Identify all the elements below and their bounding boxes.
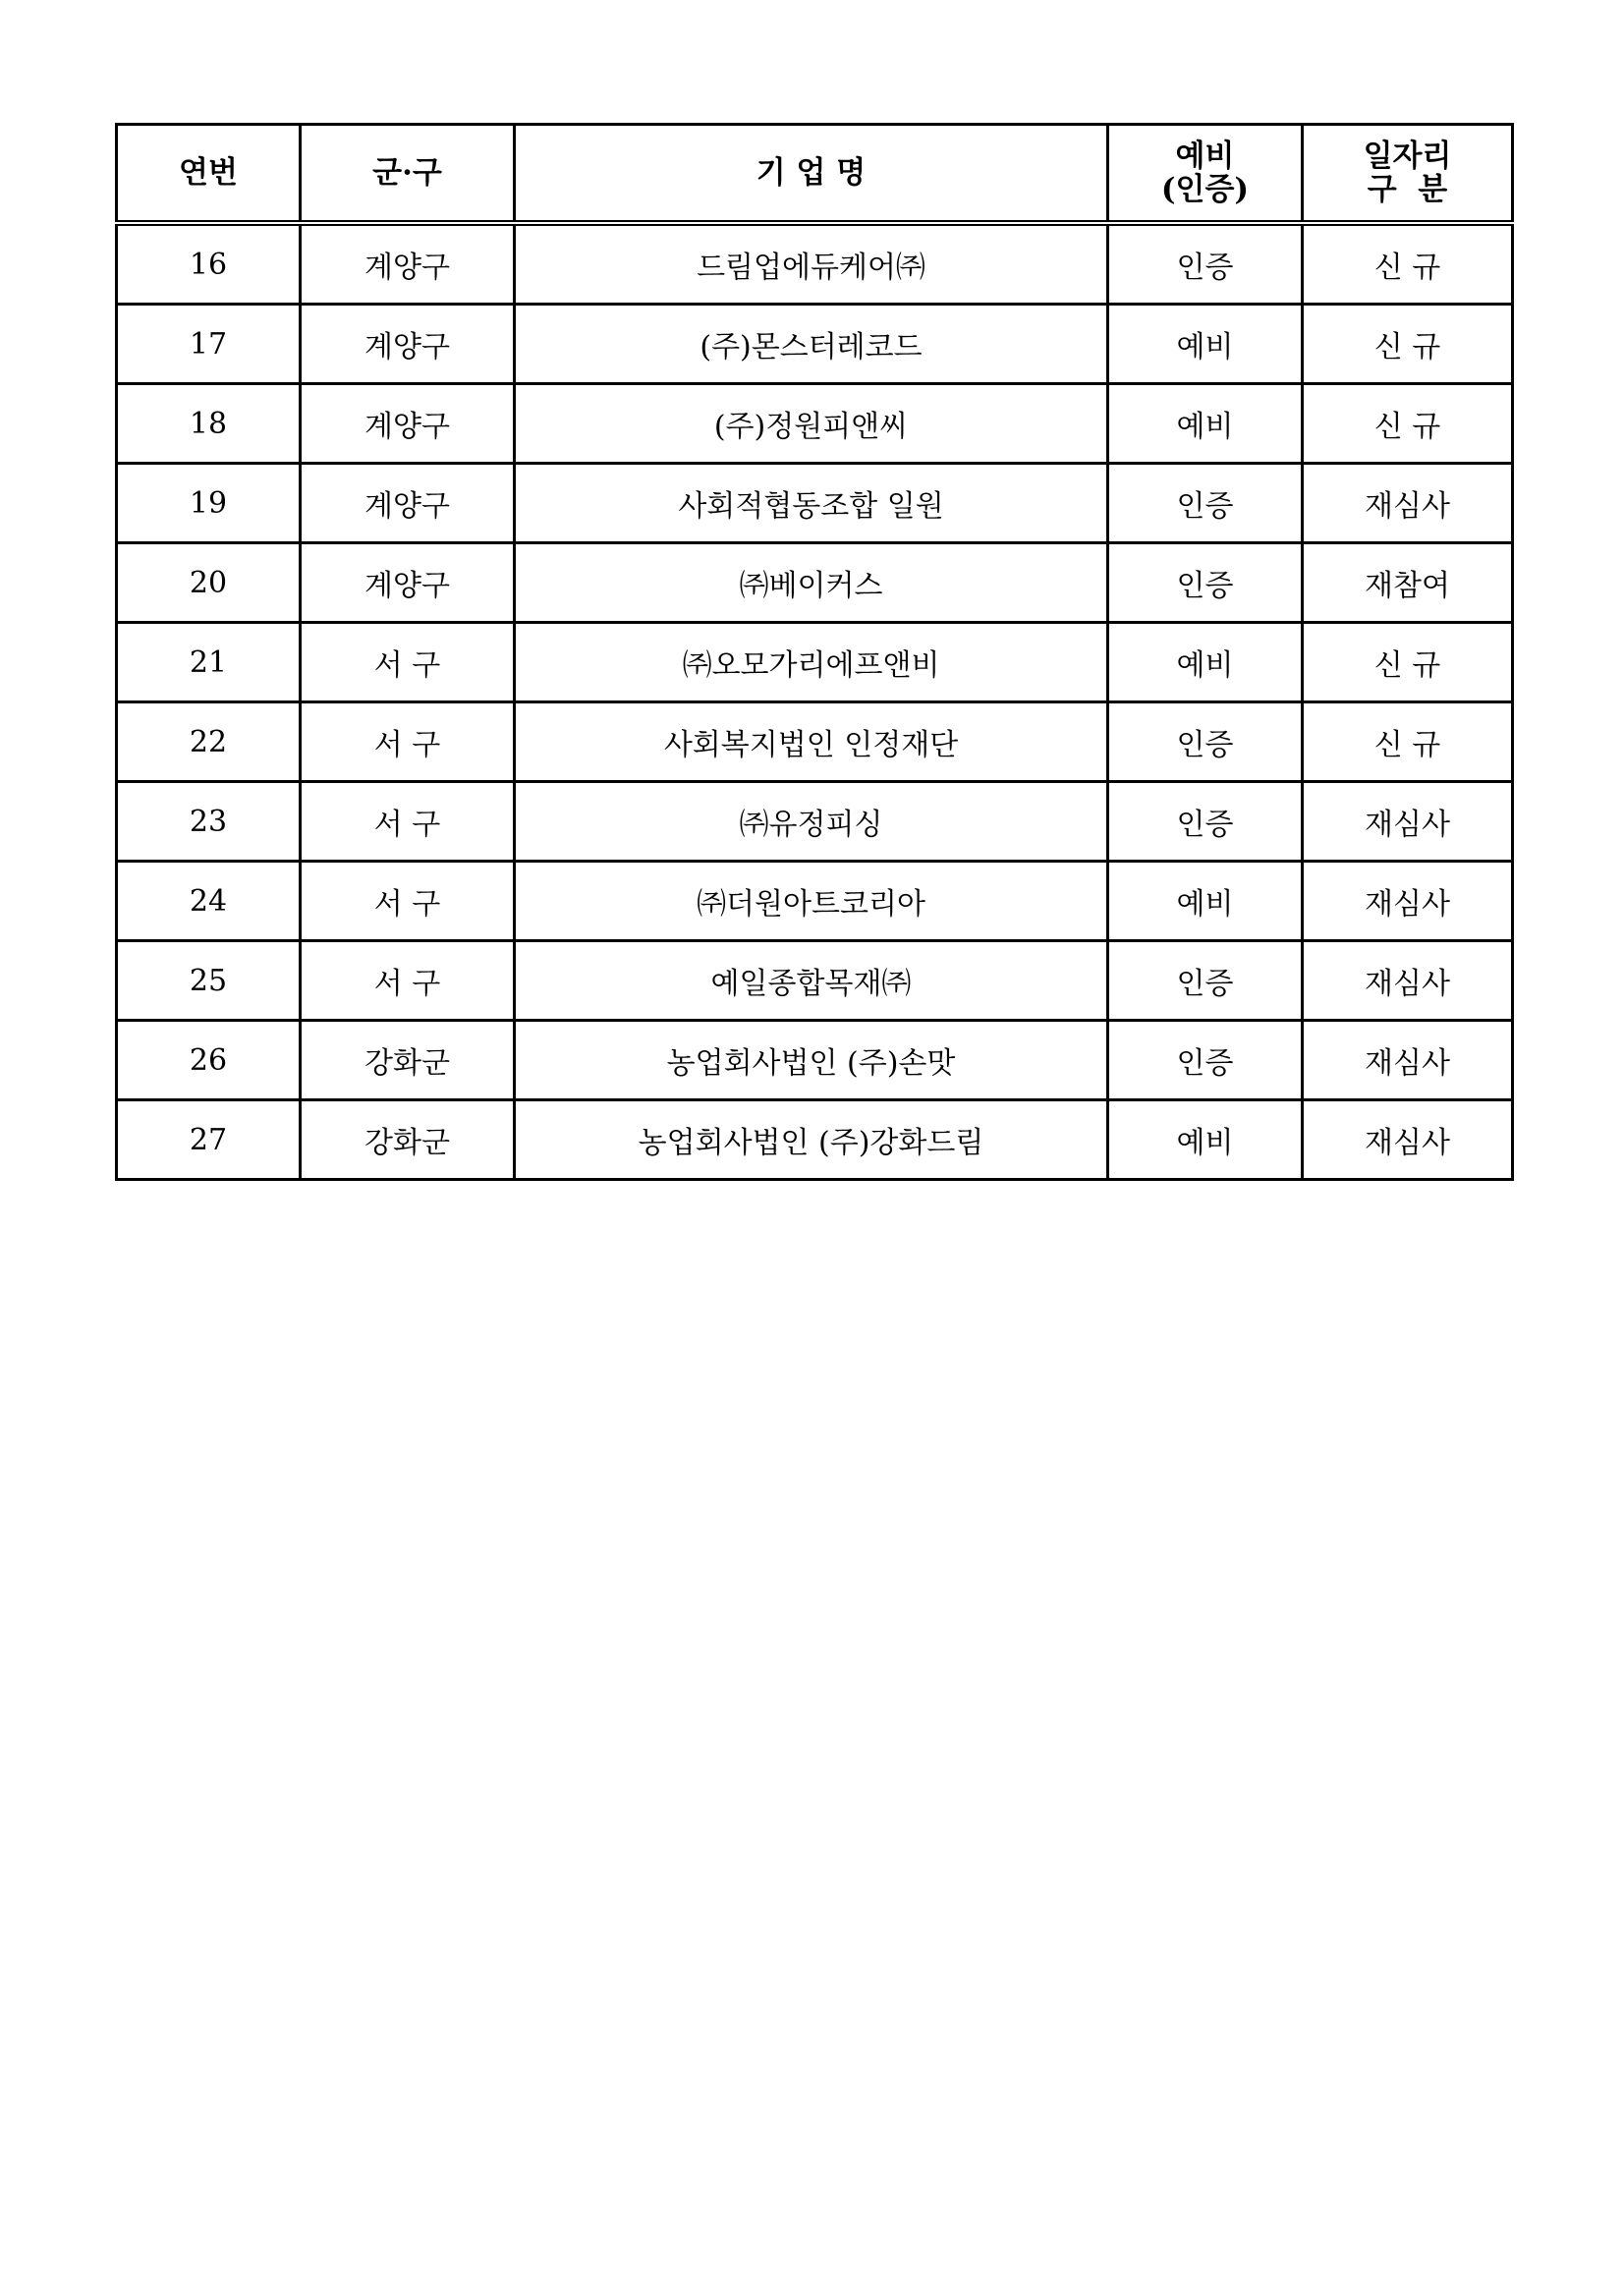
cell-type: 인증 bbox=[1108, 464, 1303, 543]
cell-no: 23 bbox=[117, 782, 301, 862]
table-row bbox=[117, 862, 1513, 941]
cell-job: 신 규 bbox=[1303, 623, 1513, 702]
cell-district: 서 구 bbox=[301, 702, 515, 782]
cell-job: 재심사 bbox=[1303, 941, 1513, 1021]
cell-company: ㈜오모가리에프앤비 bbox=[515, 623, 1108, 702]
cell-no: 21 bbox=[117, 623, 301, 702]
cell-job: 재심사 bbox=[1303, 464, 1513, 543]
cell-job: 재심사 bbox=[1303, 1100, 1513, 1180]
cell-company: (주)정원피앤씨 bbox=[515, 384, 1108, 464]
table-row bbox=[117, 702, 1513, 782]
cell-job: 신 규 bbox=[1303, 702, 1513, 782]
cell-company: 농업회사법인 (주)강화드림 bbox=[515, 1100, 1108, 1180]
header-no: 연번 bbox=[117, 125, 301, 224]
cell-type: 인증 bbox=[1108, 702, 1303, 782]
header-district: 군·구 bbox=[301, 125, 515, 224]
cell-no: 17 bbox=[117, 305, 301, 384]
company-list-table bbox=[115, 123, 1514, 1181]
cell-no: 26 bbox=[117, 1021, 301, 1100]
table-row bbox=[117, 1021, 1513, 1100]
cell-company: 농업회사법인 (주)손맛 bbox=[515, 1021, 1108, 1100]
cell-district: 서 구 bbox=[301, 623, 515, 702]
table-row bbox=[117, 543, 1513, 623]
cell-type: 인증 bbox=[1108, 1021, 1303, 1100]
table-row bbox=[117, 623, 1513, 702]
cell-job: 신 규 bbox=[1303, 305, 1513, 384]
header-row bbox=[117, 125, 1513, 224]
table-row bbox=[117, 941, 1513, 1021]
cell-no: 22 bbox=[117, 702, 301, 782]
cell-company: ㈜베이커스 bbox=[515, 543, 1108, 623]
cell-no: 16 bbox=[117, 223, 301, 305]
cell-job: 재심사 bbox=[1303, 782, 1513, 862]
cell-district: 서 구 bbox=[301, 862, 515, 941]
cell-district: 강화군 bbox=[301, 1021, 515, 1100]
cell-district: 계양구 bbox=[301, 384, 515, 464]
cell-no: 27 bbox=[117, 1100, 301, 1180]
table-row bbox=[117, 1100, 1513, 1180]
cell-type: 예비 bbox=[1108, 384, 1303, 464]
cell-company: (주)몬스터레코드 bbox=[515, 305, 1108, 384]
header-job-line1: 일자리 bbox=[1363, 139, 1452, 174]
cell-job: 재참여 bbox=[1303, 543, 1513, 623]
cell-company: 사회적협동조합 일원 bbox=[515, 464, 1108, 543]
cell-company: 드림업에듀케어㈜ bbox=[515, 223, 1108, 305]
cell-district: 계양구 bbox=[301, 223, 515, 305]
cell-no: 24 bbox=[117, 862, 301, 941]
header-type-line2: (인증) bbox=[1160, 172, 1250, 207]
cell-type: 예비 bbox=[1108, 623, 1303, 702]
table-row bbox=[117, 782, 1513, 862]
cell-company: 사회복지법인 인정재단 bbox=[515, 702, 1108, 782]
cell-job: 재심사 bbox=[1303, 862, 1513, 941]
table-body bbox=[117, 223, 1513, 1180]
cell-company: ㈜유정피싱 bbox=[515, 782, 1108, 862]
cell-district: 서 구 bbox=[301, 782, 515, 862]
cell-type: 인증 bbox=[1108, 782, 1303, 862]
cell-type: 예비 bbox=[1108, 1100, 1303, 1180]
cell-district: 강화군 bbox=[301, 1100, 515, 1180]
cell-company: ㈜더원아트코리아 bbox=[515, 862, 1108, 941]
cell-type: 인증 bbox=[1108, 223, 1303, 305]
cell-no: 18 bbox=[117, 384, 301, 464]
cell-type: 예비 bbox=[1108, 862, 1303, 941]
header-company: 기 업 명 bbox=[515, 125, 1108, 224]
table-row bbox=[117, 464, 1513, 543]
cell-district: 계양구 bbox=[301, 543, 515, 623]
table-row bbox=[117, 223, 1513, 305]
cell-district: 서 구 bbox=[301, 941, 515, 1021]
cell-job: 재심사 bbox=[1303, 1021, 1513, 1100]
table-header bbox=[117, 125, 1513, 224]
header-type-line1: 예비 bbox=[1175, 139, 1235, 174]
cell-district: 계양구 bbox=[301, 464, 515, 543]
table-row bbox=[117, 305, 1513, 384]
cell-job: 신 규 bbox=[1303, 384, 1513, 464]
cell-job: 신 규 bbox=[1303, 223, 1513, 305]
cell-company: 예일종합목재㈜ bbox=[515, 941, 1108, 1021]
cell-type: 인증 bbox=[1108, 941, 1303, 1021]
cell-type: 인증 bbox=[1108, 543, 1303, 623]
header-job-line2: 구 분 bbox=[1367, 172, 1448, 207]
header-type bbox=[1108, 125, 1303, 224]
cell-no: 19 bbox=[117, 464, 301, 543]
header-job bbox=[1303, 125, 1513, 224]
cell-no: 25 bbox=[117, 941, 301, 1021]
cell-district: 계양구 bbox=[301, 305, 515, 384]
cell-no: 20 bbox=[117, 543, 301, 623]
table-row bbox=[117, 384, 1513, 464]
cell-type: 예비 bbox=[1108, 305, 1303, 384]
